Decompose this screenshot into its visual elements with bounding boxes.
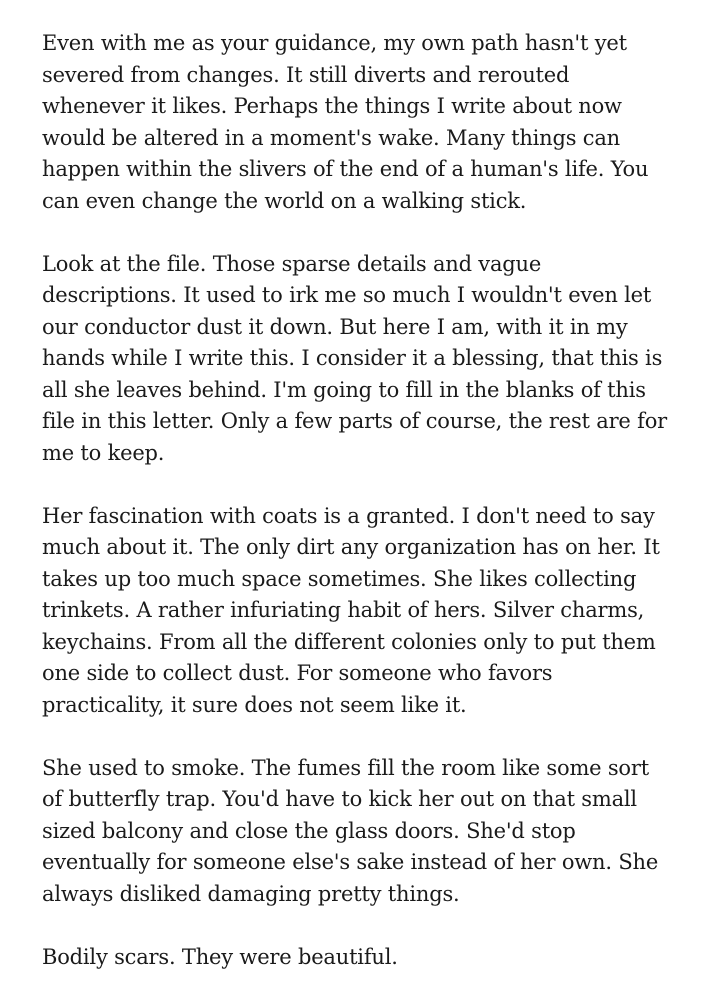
text-line: Even with me as your guidance, my own path hasn't yet [42, 31, 627, 55]
text-line: She used to smoke. The fumes fill the room like some sort [42, 755, 649, 780]
text-line: Her fascination with coats is a granted. I don't need to say [42, 503, 655, 528]
text-line: practicality, it sure does not seem like it. [42, 692, 467, 717]
text-line: trinkets. A rather infuriating habit of hers. Silver charms, [42, 598, 645, 622]
paragraph-1 [42, 28, 692, 217]
paragraph-4 [42, 753, 692, 911]
text-line: of butterfly trap. You'd have to kick her out on that small [42, 787, 637, 811]
text-line: takes up too much space sometimes. She likes collecting [42, 566, 637, 591]
text-line: whenever it likes. Perhaps the things I write about now [42, 94, 622, 118]
text-line: would be altered in a moment's wake. Many things can [42, 125, 621, 150]
text-line: one side to collect dust. For someone who favors [42, 661, 553, 685]
text-line: severed from changes. It still diverts and rerouted [42, 62, 570, 87]
paragraph-2 [42, 249, 692, 470]
text-line: happen within the slivers of the end of a human's life. You [42, 157, 649, 181]
letter-body [42, 28, 692, 973]
text-line: descriptions. It used to irk me so much I wouldn't even let [42, 283, 652, 307]
text-line: much about it. The only dirt any organization has on her. It [42, 535, 660, 559]
text-line: our conductor dust it down. But here I am, with it in my [42, 314, 628, 339]
text-line: keychains. From all the different colonies only to put them [42, 629, 656, 654]
paragraph-3 [42, 501, 692, 722]
text-line: sized balcony and close the glass doors. She'd stop [42, 818, 576, 843]
text-line: me to keep. [42, 440, 165, 465]
text-line: all she leaves behind. I'm going to fill in the blanks of this [42, 377, 646, 402]
text-line: can even change the world on a walking stick. [42, 188, 527, 213]
text-line: always disliked damaging pretty things. [42, 881, 460, 906]
text-line: file in this letter. Only a few parts of course, the rest are for [42, 409, 667, 433]
text-line: Look at the file. Those sparse details and vague [42, 251, 542, 276]
paragraph-5 [42, 942, 692, 974]
text-line: eventually for someone else's sake instead of her own. She [42, 850, 659, 874]
text-line: hands while I write this. I consider it a blessing, that this is [42, 346, 663, 370]
text-line: Bodily scars. They were beautiful. [42, 944, 398, 969]
